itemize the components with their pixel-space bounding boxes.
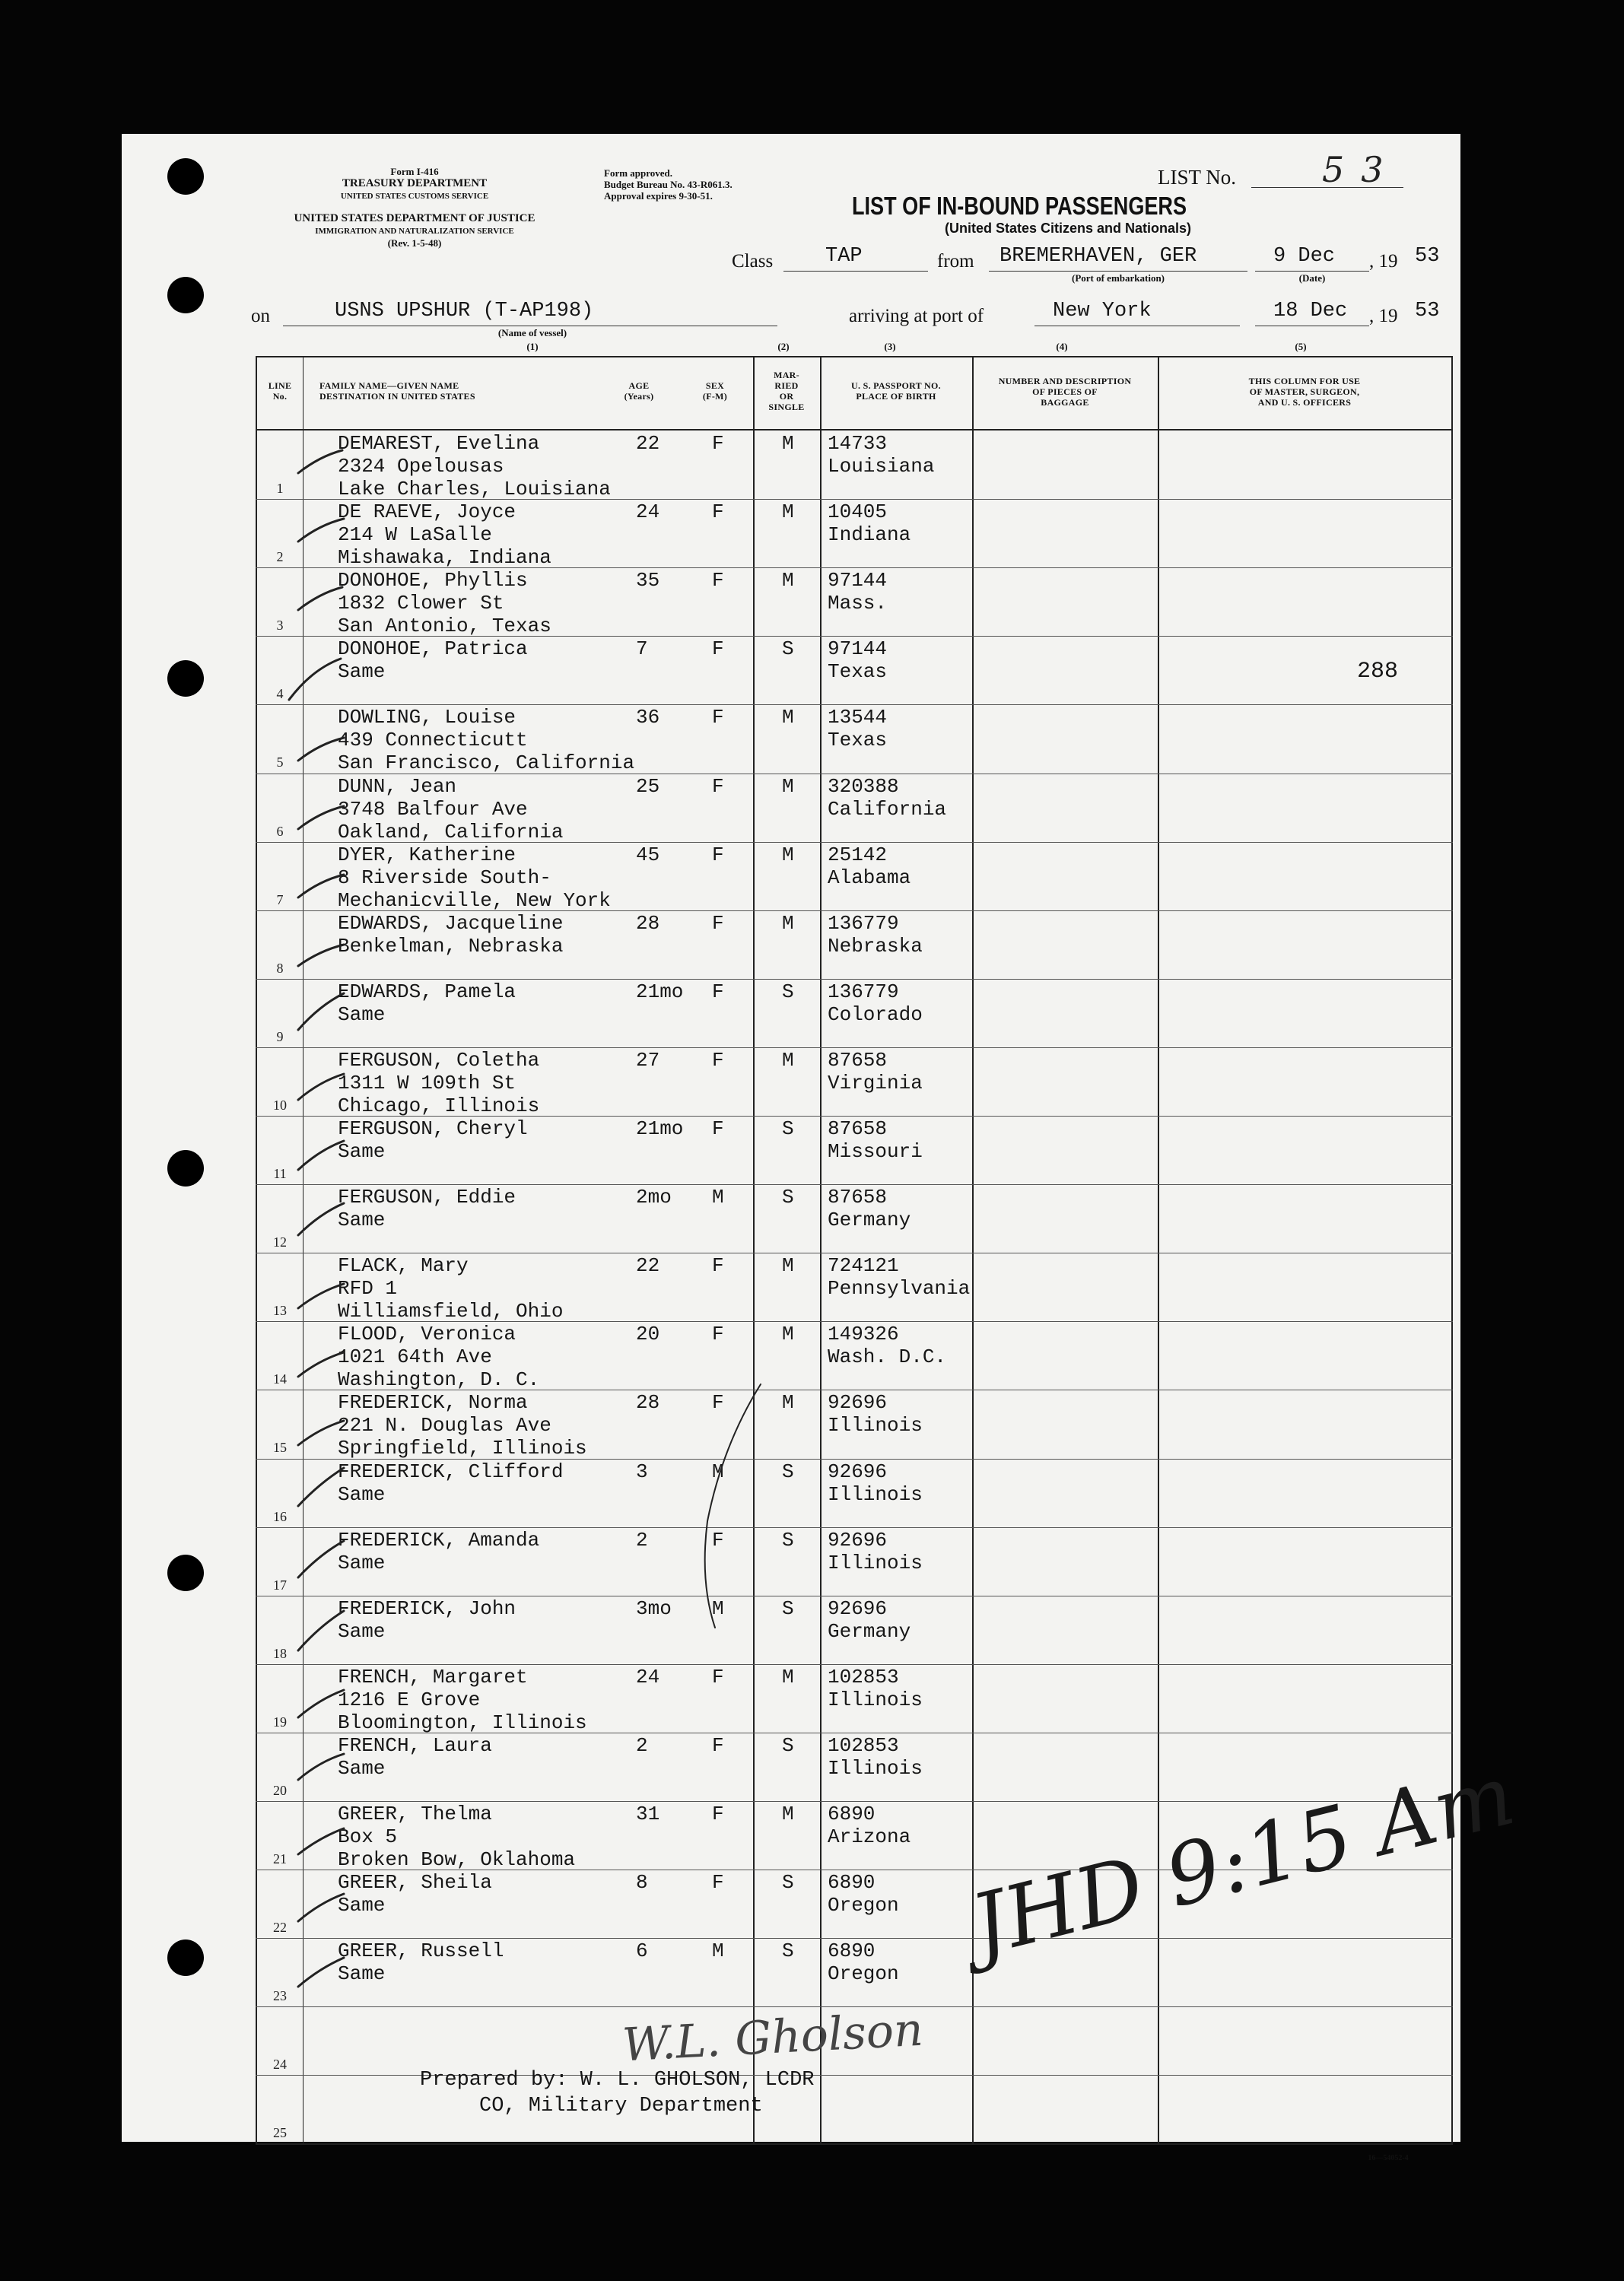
passenger-age: 35 <box>636 569 660 592</box>
passenger-sex: F <box>712 1391 724 1415</box>
passenger-name: EDWARDS, Jacqueline <box>338 911 564 935</box>
row-number: 17 <box>273 1577 287 1593</box>
destination-line1: Same <box>338 1551 386 1574</box>
year-prefix: , 19 <box>1369 251 1398 272</box>
marital-status: M <box>782 500 794 524</box>
destination-line1: 1311 W 109th St <box>338 1071 516 1094</box>
header-name: FAMILY NAME—GIVEN NAME DESTINATION IN UNITED STATES <box>319 380 475 402</box>
place-of-birth: Germany <box>828 1209 911 1232</box>
row-number: 21 <box>273 1851 287 1866</box>
list-no-label: LIST No. <box>1158 166 1237 189</box>
marital-status: M <box>782 1323 794 1346</box>
passenger-name: DEMAREST, Evelina <box>338 432 540 455</box>
passenger-age: 45 <box>636 843 660 866</box>
passenger-sex: F <box>712 500 724 524</box>
prepared-by: Prepared by: W. L. GHOLSON, LCDR <box>420 2069 815 2092</box>
place-of-birth: Illinois <box>828 1482 923 1506</box>
marital-status: M <box>782 1048 794 1072</box>
handwritten-annotation: JHD 9:15 Am <box>961 1746 1524 1975</box>
destination-line2: Williamsfield, Ohio <box>338 1300 564 1323</box>
destination-line1: Same <box>338 1962 386 1986</box>
passenger-name: FREDERICK, Amanda <box>338 1528 540 1552</box>
destination-line2: Oakland, California <box>338 820 564 843</box>
marital-status: S <box>782 1186 794 1209</box>
passenger-sex: F <box>712 843 724 866</box>
header-line-no: LINE No. <box>268 380 292 402</box>
passenger-sex: F <box>712 1254 724 1278</box>
place-of-birth: Colorado <box>828 1002 923 1026</box>
from-label: from <box>937 251 974 272</box>
passenger-sex: F <box>712 1048 724 1072</box>
arrival-year: 53 <box>1415 300 1440 322</box>
destination-line1: Same <box>338 1756 386 1780</box>
passenger-age: 8 <box>636 1871 648 1895</box>
col-num-4: (4) <box>1056 341 1068 352</box>
passenger-name: DOWLING, Louise <box>338 706 516 729</box>
passenger-age: 7 <box>636 637 648 661</box>
destination-line1: Same <box>338 1619 386 1643</box>
vessel-name: USNS UPSHUR (T-AP198) <box>335 300 594 322</box>
destination-line2: Broken Bow, Oklahoma <box>338 1848 576 1871</box>
passenger-age: 22 <box>636 432 660 455</box>
passenger-name: FLACK, Mary <box>338 1254 469 1278</box>
place-of-birth: Illinois <box>828 1414 923 1438</box>
passport-number: 25142 <box>828 843 888 866</box>
destination-line1: 1832 Clower St <box>338 592 504 615</box>
row-number: 10 <box>273 1097 287 1113</box>
embark-year: 53 <box>1415 245 1440 268</box>
place-of-birth: Illinois <box>828 1756 923 1780</box>
destination-line1: 1216 E Grove <box>338 1688 481 1711</box>
passenger-sex: F <box>712 1323 724 1346</box>
passenger-name: FLOOD, Veronica <box>338 1323 516 1346</box>
passport-number: 14733 <box>828 432 888 455</box>
approval-line3: Approval expires 9-30-51. <box>604 190 713 202</box>
passport-number: 92696 <box>828 1596 888 1620</box>
passenger-age: 21mo <box>636 980 684 1003</box>
passport-number: 136779 <box>828 980 899 1003</box>
passenger-sex: F <box>712 774 724 798</box>
passport-number: 97144 <box>828 569 888 592</box>
destination-line2: San Francisco, California <box>338 751 635 775</box>
col-num-3: (3) <box>884 341 896 352</box>
place-of-birth: Illinois <box>828 1688 923 1711</box>
destination-line1: Same <box>338 1002 386 1026</box>
destination-line1: Same <box>338 1140 386 1163</box>
destination-line1: 1021 64th Ave <box>338 1345 492 1369</box>
destination-line1: Same <box>338 1209 386 1232</box>
passenger-age: 6 <box>636 1939 648 1963</box>
year-prefix-2: , 19 <box>1369 306 1398 326</box>
passenger-name: DYER, Katherine <box>338 843 516 866</box>
passenger-age: 24 <box>636 1665 660 1689</box>
passenger-age: 28 <box>636 911 660 935</box>
passenger-age: 36 <box>636 706 660 729</box>
passenger-age: 21mo <box>636 1117 684 1140</box>
row-number: 20 <box>273 1782 287 1798</box>
form-revision: (Rev. 1-5-48) <box>387 237 442 249</box>
destination-line1: Same <box>338 660 386 684</box>
marital-status: M <box>782 911 794 935</box>
row-number: 19 <box>273 1714 287 1730</box>
vessel-caption: (Name of vessel) <box>497 327 567 338</box>
embark-date: 9 Dec <box>1273 245 1336 268</box>
passport-number: 87658 <box>828 1048 888 1072</box>
passenger-name: FERGUSON, Coletha <box>338 1048 540 1072</box>
passenger-name: FRENCH, Margaret <box>338 1665 528 1689</box>
passenger-name: GREER, Russell <box>338 1939 504 1963</box>
passenger-name: FREDERICK, Norma <box>338 1391 528 1415</box>
place-of-birth: Virginia <box>828 1071 923 1094</box>
passenger-sex: F <box>712 1871 724 1895</box>
passport-number: 320388 <box>828 774 899 798</box>
row-number: 1 <box>276 481 284 496</box>
destination-line2: Bloomington, Illinois <box>338 1711 587 1734</box>
passenger-sex: M <box>712 1186 724 1209</box>
prepared-dept: CO, Military Department <box>479 2095 763 2117</box>
marital-status: M <box>782 706 794 729</box>
passenger-sex: F <box>712 569 724 592</box>
place-of-birth: Wash. D.C. <box>828 1345 947 1369</box>
destination-line2: Chicago, Illinois <box>338 1094 540 1117</box>
marital-status: S <box>782 637 794 661</box>
header-sex: SEX (F-M) <box>702 380 728 402</box>
passport-number: 92696 <box>828 1391 888 1415</box>
place-of-birth: California <box>828 797 947 821</box>
destination-line1: 3748 Balfour Ave <box>338 797 528 821</box>
passenger-age: 22 <box>636 1254 660 1278</box>
passport-number: 87658 <box>828 1186 888 1209</box>
passenger-sex: M <box>712 1939 724 1963</box>
row-number: 5 <box>276 755 284 770</box>
passenger-sex: F <box>712 1733 724 1757</box>
passport-number: 102853 <box>828 1665 899 1689</box>
passenger-sex: M <box>712 1460 724 1483</box>
passenger-name: DONOHOE, Patrica <box>338 637 528 661</box>
row-number: 2 <box>276 549 284 565</box>
on-label: on <box>251 306 270 326</box>
passenger-sex: F <box>712 980 724 1003</box>
passenger-name: DE RAEVE, Joyce <box>338 500 516 524</box>
passenger-age: 2 <box>636 1528 648 1552</box>
place-of-birth: Louisiana <box>828 455 935 478</box>
row-number: 9 <box>276 1028 284 1044</box>
passenger-name: GREER, Thelma <box>338 1803 492 1825</box>
marital-status: M <box>782 1254 794 1278</box>
row-number: 14 <box>273 1371 287 1387</box>
passenger-age: 20 <box>636 1323 660 1346</box>
passport-number: 13544 <box>828 706 888 729</box>
header-baggage: NUMBER AND DESCRIPTION OF PIECES OF BAGGAGE <box>998 376 1132 408</box>
arrival-date: 18 Dec <box>1273 300 1348 322</box>
page-title: LIST OF IN-BOUND PASSENGERS <box>852 192 1187 220</box>
marital-status: S <box>782 1733 794 1757</box>
passenger-age: 31 <box>636 1803 660 1825</box>
destination-line2: Springfield, Illinois <box>338 1437 587 1460</box>
place-of-birth: Texas <box>828 729 888 752</box>
dept-immigration: IMMIGRATION AND NATURALIZATION SERVICE <box>315 227 514 236</box>
place-of-birth: Mass. <box>828 592 888 615</box>
col-num-5: (5) <box>1295 341 1307 352</box>
destination-line1: Same <box>338 1482 386 1506</box>
passport-number: 92696 <box>828 1528 888 1552</box>
destination-line1: 8 Riverside South- <box>338 866 551 889</box>
place-of-birth: Alabama <box>828 866 911 889</box>
passenger-sex: F <box>712 637 724 661</box>
passport-number: 87658 <box>828 1117 888 1140</box>
passport-number: 97144 <box>828 637 888 661</box>
passport-number: 6890 <box>828 1803 876 1825</box>
place-of-birth: Germany <box>828 1619 911 1643</box>
passenger-age: 3 <box>636 1460 648 1483</box>
page-subtitle: (United States Citizens and Nationals) <box>945 221 1192 236</box>
passenger-name: GREER, Sheila <box>338 1871 492 1895</box>
passenger-name: DUNN, Jean <box>338 774 457 798</box>
row-number: 15 <box>273 1440 287 1456</box>
marital-status: M <box>782 1803 794 1825</box>
class-label: Class <box>732 251 774 272</box>
place-of-birth: Pennsylvania <box>828 1277 971 1301</box>
row-number: 3 <box>276 618 284 634</box>
passport-number: 6890 <box>828 1871 876 1895</box>
row-number: 18 <box>273 1645 287 1661</box>
destination-line2: Washington, D. C. <box>338 1368 540 1392</box>
arriving-label: arriving at port of <box>849 306 984 326</box>
row-number: 6 <box>276 823 284 839</box>
marital-status: S <box>782 1460 794 1483</box>
marital-status: S <box>782 1871 794 1895</box>
dept-treasury: TREASURY DEPARTMENT <box>342 177 488 189</box>
passenger-name: FERGUSON, Cheryl <box>338 1117 528 1140</box>
passenger-sex: F <box>712 706 724 729</box>
row-number: 11 <box>273 1166 287 1181</box>
dept-justice: UNITED STATES DEPARTMENT OF JUSTICE <box>294 212 536 224</box>
passenger-sex: F <box>712 1528 724 1552</box>
passenger-age: 2 <box>636 1733 648 1757</box>
place-of-birth: Texas <box>828 660 888 684</box>
marital-status: M <box>782 432 794 455</box>
row-number: 8 <box>276 960 284 976</box>
row-number: 22 <box>273 1920 287 1936</box>
marital-status: M <box>782 1665 794 1689</box>
destination-line2: Lake Charles, Louisiana <box>338 478 611 500</box>
preparer-signature: W.L. Gholson <box>621 2003 925 2073</box>
destination-line1: RFD 1 <box>338 1277 398 1301</box>
passenger-name: FERGUSON, Eddie <box>338 1186 516 1209</box>
marital-status: S <box>782 1939 794 1963</box>
passport-number: 102853 <box>828 1733 899 1757</box>
passenger-name: FREDERICK, John <box>338 1596 516 1620</box>
header-age: AGE (Years) <box>624 380 654 402</box>
passenger-sex: F <box>712 1803 724 1825</box>
approval-line1: Form approved. <box>604 167 673 179</box>
class-value: TAP <box>825 245 863 268</box>
marital-status: S <box>782 1596 794 1620</box>
place-of-birth: Illinois <box>828 1551 923 1574</box>
arrival-port: New York <box>1053 300 1152 322</box>
header-passport: U. S. PASSPORT NO. PLACE OF BIRTH <box>851 380 941 402</box>
passenger-name: EDWARDS, Pamela <box>338 980 516 1003</box>
passenger-name: FRENCH, Laura <box>338 1733 492 1757</box>
row-number: 7 <box>276 891 284 907</box>
marital-status: M <box>782 569 794 592</box>
row-number: 25 <box>273 2125 287 2141</box>
dept-customs: UNITED STATES CUSTOMS SERVICE <box>340 192 489 201</box>
date-caption: (Date) <box>1298 272 1326 284</box>
destination-line1: Box 5 <box>338 1825 398 1848</box>
destination-line1: 439 Connecticutt <box>338 729 528 752</box>
list-no-value: 53 <box>1322 149 1400 190</box>
row-number: 4 <box>276 686 284 702</box>
footer-code: 16—54052-4 <box>1368 2154 1409 2162</box>
passenger-name: FREDERICK, Clifford <box>338 1460 564 1483</box>
place-of-birth: Nebraska <box>828 934 923 958</box>
passenger-age: 28 <box>636 1391 660 1415</box>
passenger-sex: F <box>712 1665 724 1689</box>
port-of-embarkation: BREMERHAVEN, GER <box>1000 245 1197 268</box>
row-number: 13 <box>273 1303 287 1319</box>
passenger-age: 27 <box>636 1048 660 1072</box>
destination-line1: 2324 Opelousas <box>338 455 504 478</box>
passport-number: 10405 <box>828 500 888 524</box>
destination-line1: 221 N. Douglas Ave <box>338 1414 551 1438</box>
passport-number: 92696 <box>828 1460 888 1483</box>
passport-number: 6890 <box>828 1939 876 1963</box>
passport-number: 149326 <box>828 1323 899 1346</box>
header-married: MAR- RIED OR SINGLE <box>768 370 805 412</box>
passport-number: 136779 <box>828 911 899 935</box>
passenger-age: 24 <box>636 500 660 524</box>
port-caption: (Port of embarkation) <box>1071 272 1165 284</box>
passenger-age: 3mo <box>636 1596 672 1620</box>
passenger-age: 25 <box>636 774 660 798</box>
marital-status: S <box>782 980 794 1003</box>
marital-status: S <box>782 1117 794 1140</box>
passenger-sex: F <box>712 1117 724 1140</box>
place-of-birth: Arizona <box>828 1825 911 1848</box>
passenger-name: DONOHOE, Phyllis <box>338 569 528 592</box>
destination-line2: Mishawaka, Indiana <box>338 546 551 570</box>
passport-number: 724121 <box>828 1254 899 1278</box>
marital-status: M <box>782 774 794 798</box>
col-num-2: (2) <box>777 341 790 352</box>
passenger-age: 2mo <box>636 1186 672 1209</box>
row-number: 12 <box>273 1234 287 1250</box>
destination-line1: Same <box>338 1894 386 1917</box>
destination-line1: Benkelman, Nebraska <box>338 934 564 958</box>
marital-status: S <box>782 1528 794 1552</box>
row-number: 16 <box>273 1508 287 1524</box>
passenger-sex: M <box>712 1596 724 1620</box>
officer-note: 288 <box>1357 659 1399 685</box>
passenger-sex: F <box>712 432 724 455</box>
col-num-1: (1) <box>526 341 539 352</box>
form-number: Form I-416 <box>390 166 439 177</box>
destination-line1: 214 W LaSalle <box>338 523 492 547</box>
passenger-sex: F <box>712 911 724 935</box>
marital-status: M <box>782 843 794 866</box>
place-of-birth: Indiana <box>828 523 911 547</box>
row-number: 23 <box>273 1988 287 2004</box>
marital-status: M <box>782 1391 794 1415</box>
destination-line2: Mechanicville, New York <box>338 888 611 912</box>
row-number: 24 <box>273 2057 287 2073</box>
approval-line2: Budget Bureau No. 43-R061.3. <box>604 179 733 190</box>
place-of-birth: Oregon <box>828 1894 899 1917</box>
destination-line2: San Antonio, Texas <box>338 615 551 638</box>
header-officers: THIS COLUMN FOR USE OF MASTER, SURGEON, AND U. S. OFFICERS <box>1248 376 1361 408</box>
place-of-birth: Oregon <box>828 1962 899 1986</box>
place-of-birth: Missouri <box>828 1140 923 1163</box>
